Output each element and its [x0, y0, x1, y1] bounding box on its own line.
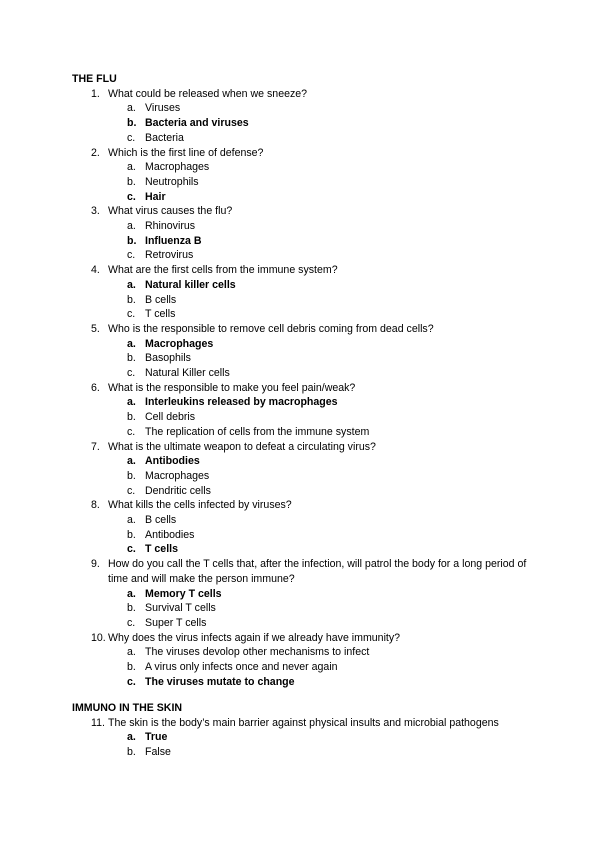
- option-text: Natural killer cells: [145, 278, 236, 291]
- question-number: 8.: [91, 499, 100, 512]
- answer-option: [0, 645, 600, 660]
- question-number: 11.: [91, 716, 105, 729]
- question-item: [0, 557, 600, 586]
- option-text: Hair: [145, 190, 166, 203]
- option-text: Macrophages: [145, 161, 210, 174]
- option-text: The viruses mutate to change: [145, 675, 295, 688]
- question-text: What are the first cells from the immune system?: [108, 264, 338, 277]
- option-letter: b.: [127, 469, 136, 482]
- answer-option: [0, 410, 600, 425]
- question-number: 4.: [91, 264, 100, 277]
- option-text: Bacteria: [145, 131, 184, 144]
- answer-option-correct: [0, 542, 600, 557]
- option-text: The replication of cells from the immune system: [145, 425, 370, 438]
- answer-option: [0, 425, 600, 440]
- option-text: True: [145, 731, 168, 744]
- option-letter: c.: [127, 675, 136, 688]
- option-text: Interleukins released by macrophages: [145, 396, 338, 409]
- option-letter: a.: [127, 455, 136, 468]
- option-text: Macrophages: [145, 337, 214, 350]
- question-item: [0, 440, 600, 455]
- option-letter: a.: [127, 220, 136, 232]
- option-letter: b.: [127, 528, 136, 541]
- question-text: What virus causes the flu?: [108, 205, 233, 218]
- answer-option: [0, 131, 600, 146]
- question-text: How do you call the T cells that, after the infection, will patrol the body for a long period of time and will make the person immune?: [108, 558, 527, 585]
- option-letter: a.: [127, 514, 136, 526]
- answer-option: [0, 248, 600, 263]
- section-title: IMMUNO IN THE SKIN: [72, 702, 183, 714]
- answer-option-correct: [0, 587, 600, 602]
- option-text: Survival T cells: [145, 602, 216, 615]
- question-item: [0, 498, 600, 513]
- option-letter: c.: [127, 425, 136, 438]
- answer-option: [0, 528, 600, 543]
- question-item: [0, 87, 600, 102]
- answer-option-correct: [0, 116, 600, 131]
- option-text: Antibodies: [145, 528, 195, 541]
- question-item: [0, 631, 600, 646]
- option-text: A virus only infects once and never again: [145, 661, 338, 673]
- question-number: 2.: [91, 146, 100, 159]
- option-text: False: [145, 746, 171, 759]
- question-item: [0, 263, 600, 278]
- option-letter: c.: [127, 367, 136, 379]
- option-letter: c.: [127, 484, 136, 497]
- question-item: [0, 204, 600, 219]
- answer-option-correct: [0, 337, 600, 352]
- option-text: Natural Killer cells: [145, 367, 230, 379]
- option-letter: a.: [127, 587, 136, 600]
- option-letter: b.: [127, 602, 136, 615]
- option-text: Bacteria and viruses: [145, 117, 249, 130]
- answer-option: [0, 293, 600, 308]
- option-text: Cell debris: [145, 411, 196, 424]
- option-letter: c.: [127, 308, 136, 321]
- question-number: 5.: [91, 322, 100, 335]
- answer-option: [0, 513, 600, 528]
- question-text: What kills the cells infected by viruses?: [108, 499, 292, 512]
- option-letter: a.: [127, 278, 136, 291]
- answer-option: [0, 366, 600, 381]
- answer-option-correct: [0, 190, 600, 205]
- section-title: THE FLU: [72, 73, 117, 85]
- question-item: [0, 146, 600, 161]
- option-letter: b.: [127, 293, 136, 306]
- option-letter: b.: [127, 411, 136, 424]
- option-letter: c.: [127, 131, 136, 144]
- option-letter: c.: [127, 249, 136, 262]
- answer-option-correct: [0, 730, 600, 745]
- answer-option: [0, 616, 600, 631]
- option-text: Influenza B: [145, 234, 202, 247]
- question-text: What is the responsible to make you feel pain/weak?: [108, 381, 356, 394]
- option-letter: a.: [127, 337, 136, 350]
- option-letter: c.: [127, 616, 136, 629]
- option-text: Viruses: [145, 102, 181, 115]
- answer-option: [0, 660, 600, 675]
- answer-option-correct: [0, 234, 600, 249]
- option-letter: a.: [127, 731, 136, 744]
- option-text: Neutrophils: [145, 175, 199, 188]
- option-text: T cells: [145, 543, 178, 556]
- question-text: What could be released when we sneeze?: [108, 87, 308, 100]
- question-number: 1.: [91, 87, 100, 100]
- answer-option: [0, 745, 600, 760]
- answer-option-correct: [0, 278, 600, 293]
- option-letter: b.: [127, 234, 137, 247]
- question-text: Who is the responsible to remove cell debris coming from dead cells?: [108, 322, 434, 335]
- option-letter: a.: [127, 102, 136, 115]
- option-text: B cells: [145, 514, 177, 526]
- option-text: Antibodies: [145, 455, 200, 468]
- option-text: B cells: [145, 293, 177, 306]
- answer-option: [0, 484, 600, 499]
- question-number: 7.: [91, 440, 100, 453]
- option-letter: b.: [127, 352, 136, 365]
- answer-option: [0, 601, 600, 616]
- option-text: Rhinovirus: [145, 220, 196, 232]
- option-letter: c.: [127, 190, 136, 203]
- question-number: 10.: [91, 631, 106, 644]
- question-number: 9.: [91, 558, 100, 571]
- answer-option-correct: [0, 454, 600, 469]
- answer-option: [0, 469, 600, 484]
- answer-option: [0, 351, 600, 366]
- question-text: What is the ultimate weapon to defeat a circulating virus?: [108, 440, 376, 453]
- option-text: Retrovirus: [145, 249, 194, 262]
- answer-option-correct: [0, 675, 600, 690]
- option-letter: b.: [127, 175, 136, 188]
- answer-option: [0, 307, 600, 322]
- question-text: Why does the virus infects again if we already have immunity?: [108, 631, 401, 644]
- option-letter: b.: [127, 661, 136, 673]
- option-text: The viruses devolop other mechanisms to infect: [145, 646, 370, 659]
- question-item: [0, 381, 600, 396]
- question-number: 6.: [91, 381, 100, 394]
- question-text: Which is the first line of defense?: [108, 146, 264, 159]
- option-letter: b.: [127, 746, 136, 759]
- option-text: Dendritic cells: [145, 484, 211, 497]
- option-letter: a.: [127, 646, 136, 659]
- option-text: Basophils: [145, 352, 191, 365]
- option-letter: a.: [127, 161, 136, 174]
- question-number: 3.: [91, 205, 100, 218]
- answer-option: [0, 160, 600, 175]
- answer-option-correct: [0, 395, 600, 410]
- option-letter: c.: [127, 543, 136, 556]
- question-item: [0, 322, 600, 337]
- answer-option: [0, 101, 600, 116]
- answer-option: [0, 219, 600, 234]
- question-text: The skin is the body’s main barrier against physical insults and microbial pathogens: [108, 716, 499, 729]
- option-text: T cells: [145, 308, 176, 321]
- option-text: Memory T cells: [145, 587, 222, 600]
- option-letter: b.: [127, 117, 137, 130]
- answer-option: [0, 175, 600, 190]
- question-item: [0, 716, 600, 731]
- option-text: Super T cells: [145, 616, 207, 629]
- option-letter: a.: [127, 396, 136, 409]
- option-text: Macrophages: [145, 469, 210, 482]
